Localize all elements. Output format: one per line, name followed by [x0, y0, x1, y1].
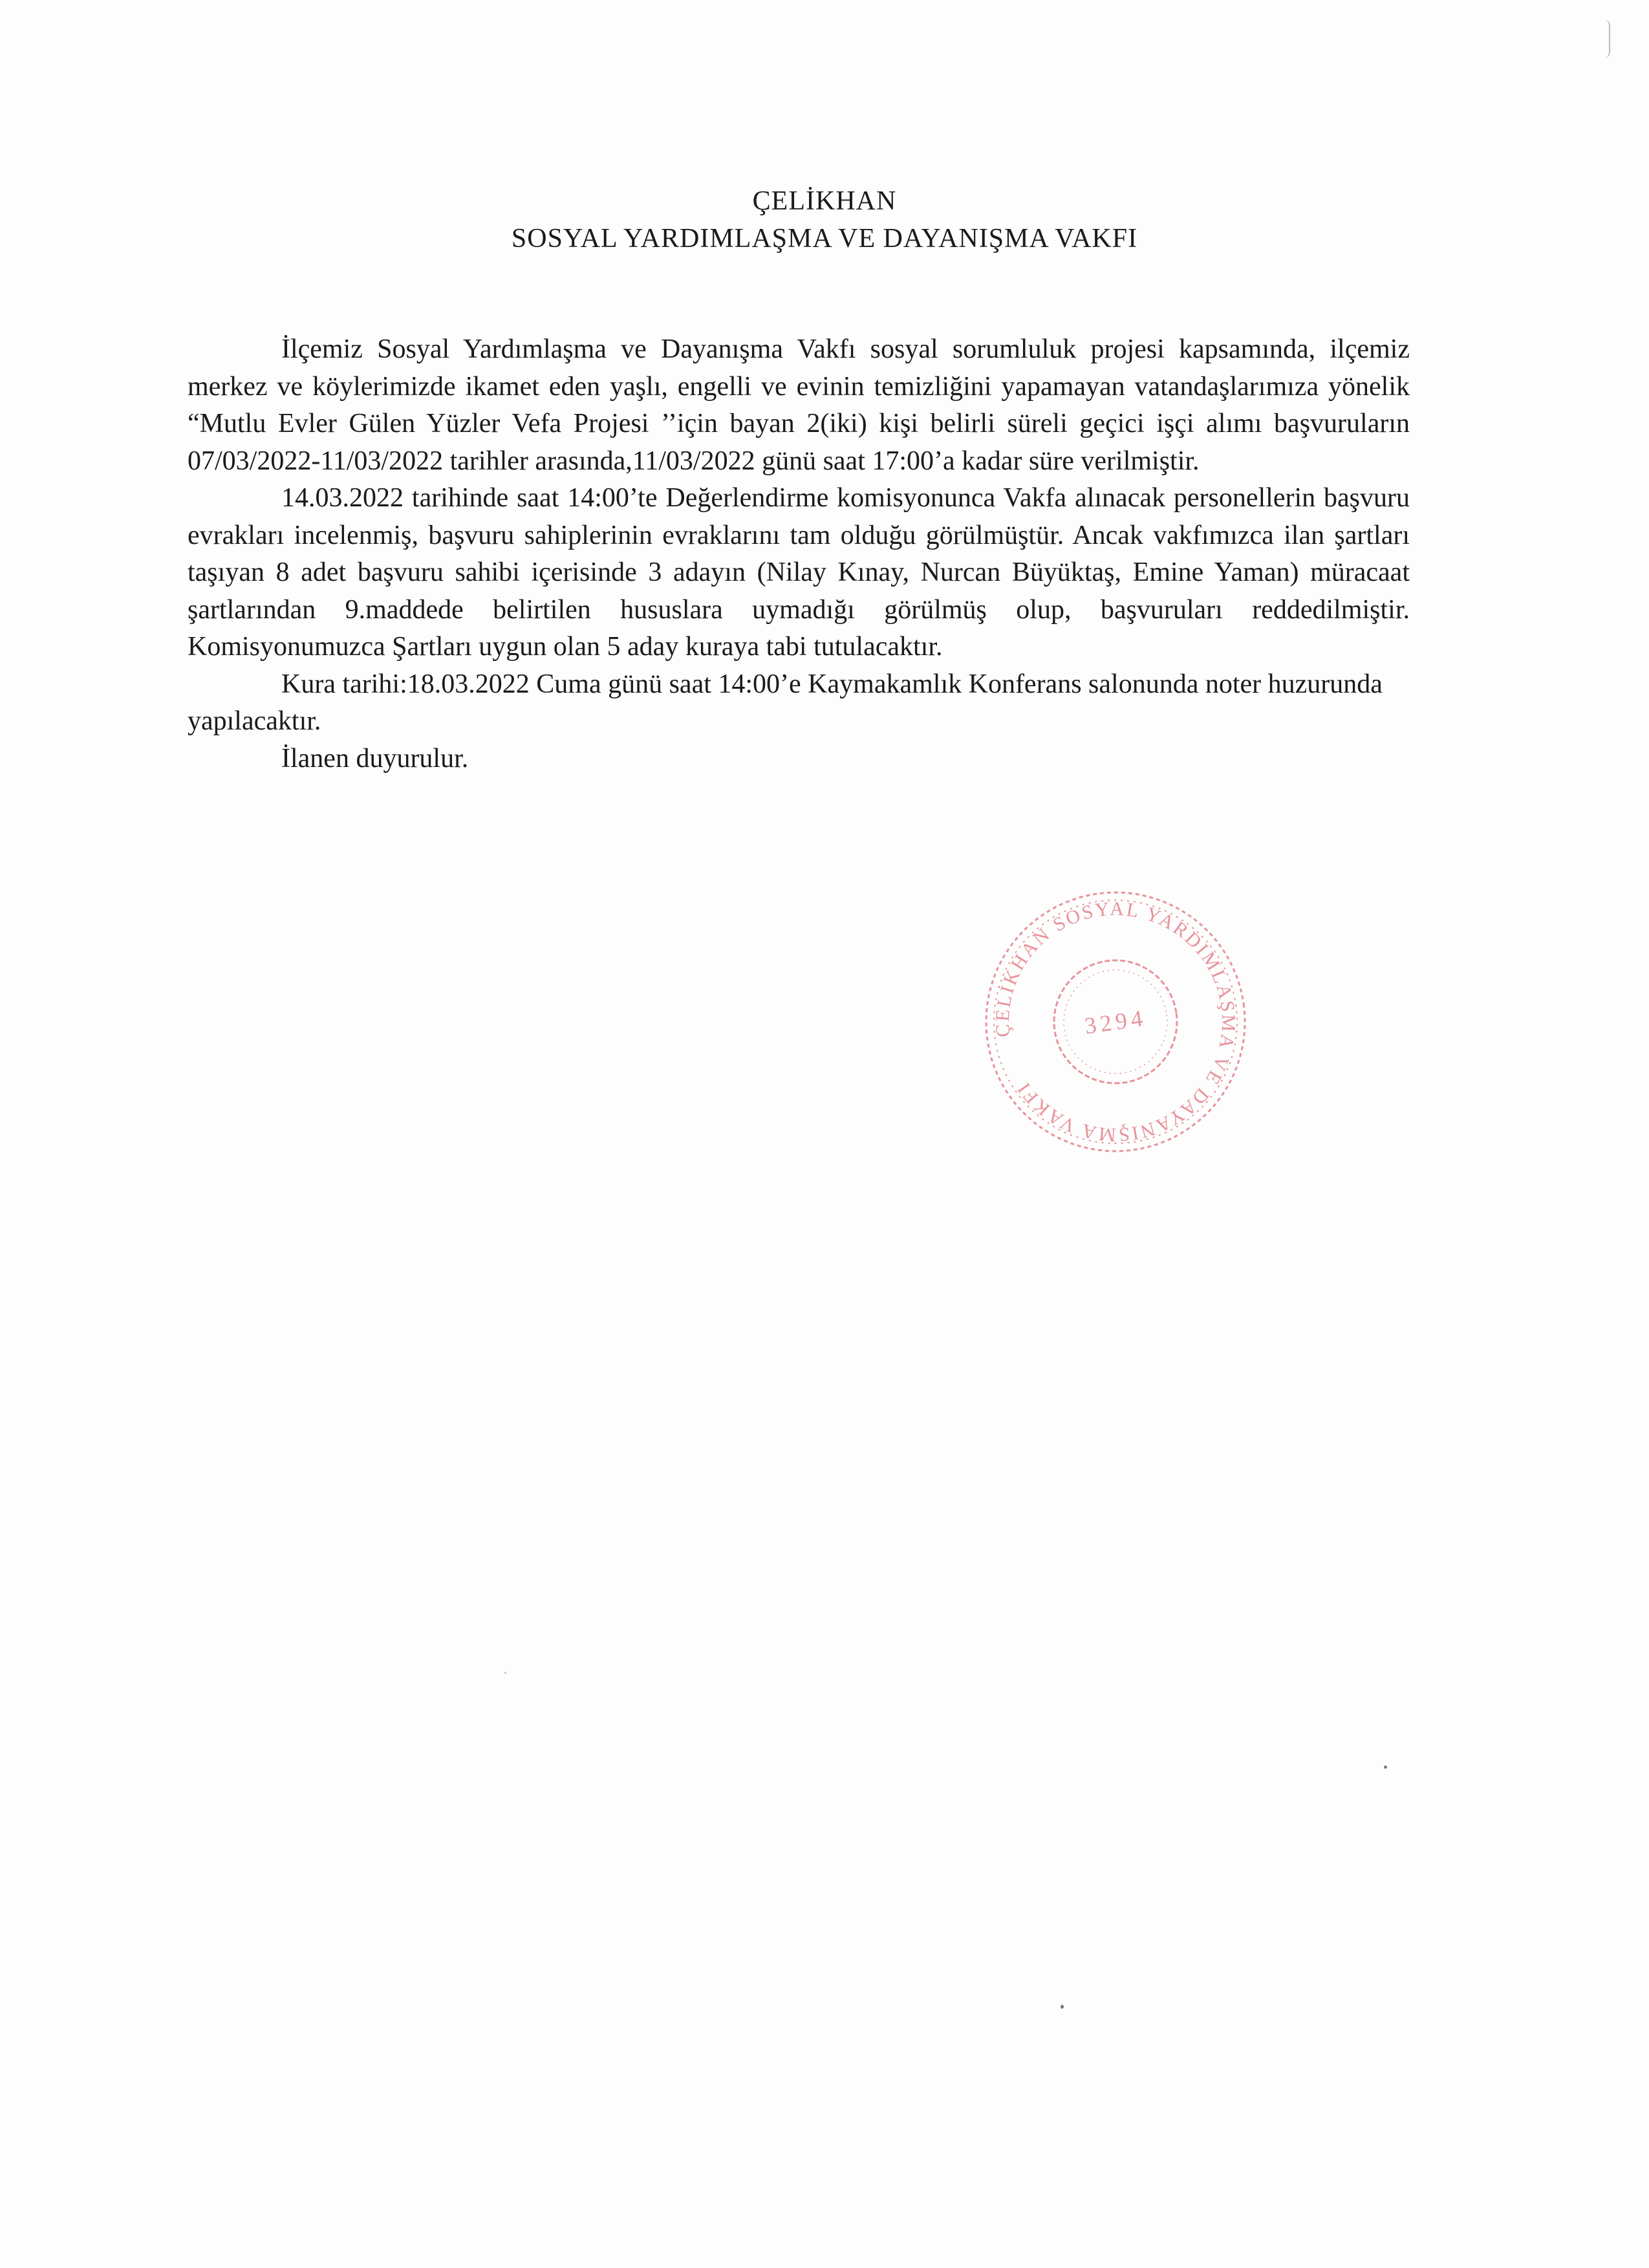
document-header [0, 182, 1649, 257]
document-body [188, 331, 1410, 777]
seal-center-number: 3294 [1083, 1004, 1148, 1039]
header-town: ÇELİKHAN [752, 186, 897, 216]
scan-edge-mark [1604, 19, 1610, 58]
scan-speck [1384, 1766, 1387, 1769]
header-foundation-name: SOSYAL YARDIMLAŞMA VE DAYANIŞMA VAKFI [511, 224, 1138, 254]
scan-speck [1061, 2005, 1064, 2009]
scan-speck [504, 1672, 506, 1674]
paragraph-lottery-date: Kura tarihi:18.03.2022 Cuma günü saat 14:00’e Kaymakamlık Konferans salonunda noter huzurunda yapılacaktır. [188, 669, 1383, 736]
seal-outer-text: ÇELİKHAN SOSYAL YARDIMLAŞMA VE DAYANIŞMA VAKFI [991, 898, 1240, 1146]
paragraph-announcement: İlçemiz Sosyal Yardımlaşma ve Dayanışma Vakfı sosyal sorumluluk projesi kapsamında, ilçemiz merkez ve köylerimizde ikamet eden yaşlı, engelli ve evinin temizliğini yapamayan vatandaşlarımıza yönelik “Mutlu Evler Gülen Yüzler Vefa Projesi ’’için bayan 2(iki) kişi belirli süreli geçici işçi alımı başvuruların 07/03/2022-11/03/2022 tarihler arasında,11/03/2022 günü saat 17:00’a kadar süre verilmiştir. [188, 334, 1410, 476]
paragraph-evaluation: 14.03.2022 tarihinde saat 14:00’te Değerlendirme komisyonunca Vakfa alınacak personellerin başvuru evrakları incelenmiş, başvuru sahiplerinin evraklarını tam olduğu görülmüştür. Ancak vakfımızca ilan şartları taşıyan 8 adet başvuru sahibi içerisinde 3 adayın (Nilay Kınay, Nurcan Büyüktaş, Emine Yaman) müracaat şartlarından 9.maddede belirtilen hususlara uymadığı görülmüş olup, başvuruları reddedilmiştir. Komisyonumuzca Şartları uygun olan 5 aday kuraya tabi tutulacaktır. [188, 483, 1410, 662]
official-seal-stamp [973, 886, 1258, 1158]
paragraph-closing: İlanen duyurulur. [281, 743, 469, 773]
